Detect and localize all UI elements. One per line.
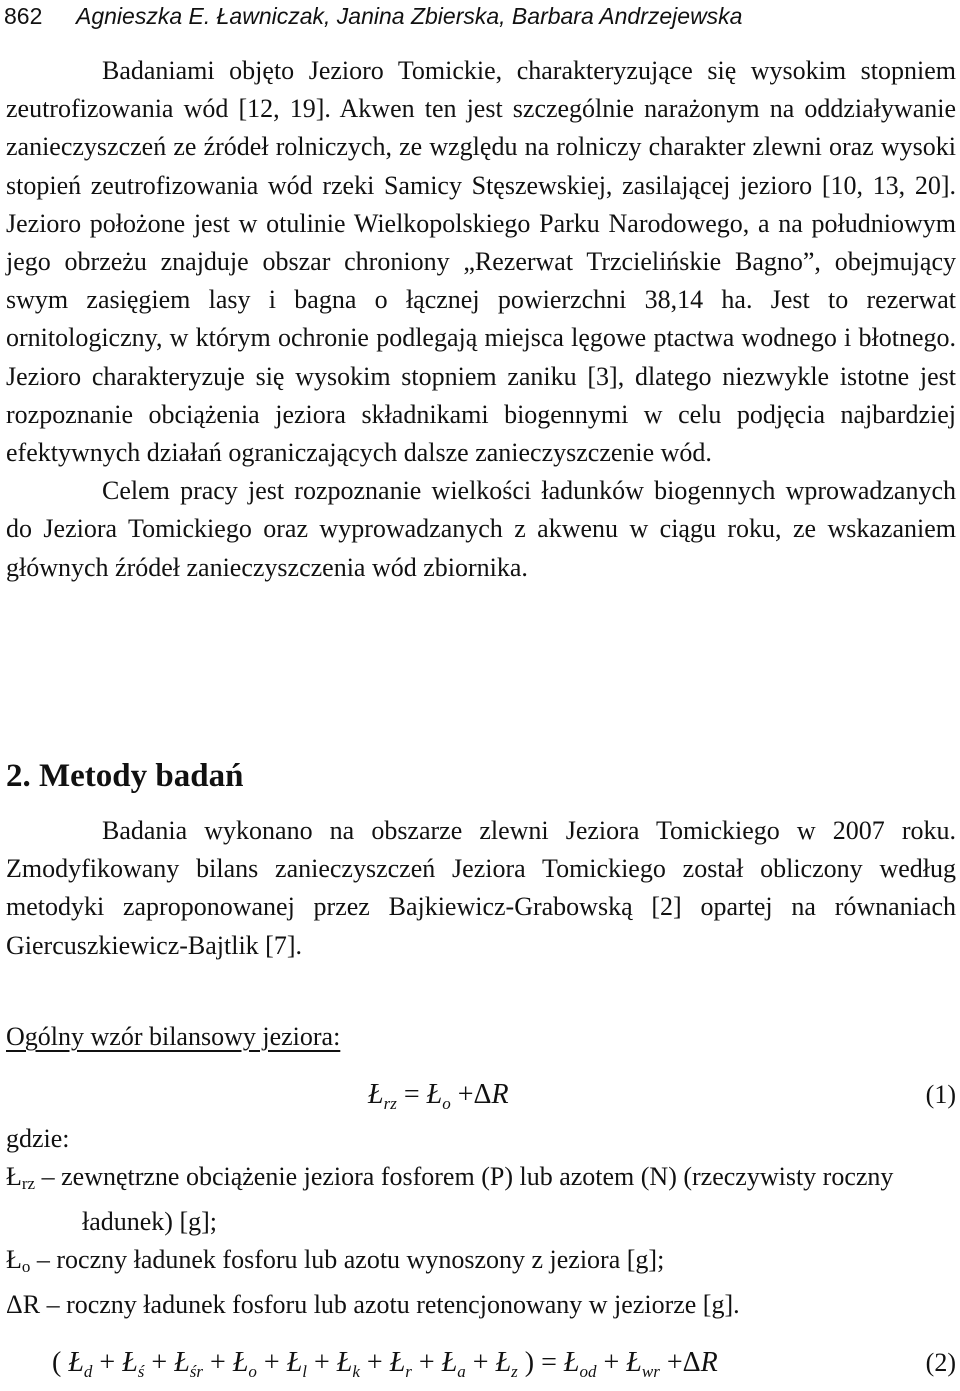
definition-symbol: $Ł_{rz}$ bbox=[6, 1162, 36, 1193]
definition-symbol: $Ł_o$ bbox=[6, 1245, 31, 1276]
page-number: 862 bbox=[4, 3, 43, 29]
eq1-term: $Ł_o$ bbox=[426, 1079, 451, 1113]
running-header-authors: Agnieszka E. Ławniczak, Janina Zbierska, Barbara Andrzejewska bbox=[76, 3, 743, 29]
eq2-term: $Ł_k$ bbox=[336, 1347, 360, 1381]
section-heading: 2. Metody badań bbox=[6, 758, 244, 794]
eq1-plus: + bbox=[457, 1079, 474, 1110]
eq2-term: $Ł_z$ bbox=[495, 1347, 518, 1381]
running-header bbox=[4, 0, 742, 32]
eq2-term: $Ł_o$ bbox=[232, 1347, 257, 1381]
definition-item bbox=[6, 1158, 956, 1241]
definition-text: roczny ładunek fosforu lub azotu retencjonowany w jeziorze [g]. bbox=[66, 1290, 740, 1319]
definition-dash: – bbox=[36, 1245, 50, 1274]
eq2-term: $Ł_l$ bbox=[286, 1347, 307, 1381]
definition-text: roczny ładunek fosforu lub azotu wynoszony z jeziora [g]; bbox=[56, 1245, 665, 1274]
definition-dash: – bbox=[46, 1290, 60, 1319]
eq1-term: $Ł_{rz}$ bbox=[368, 1079, 397, 1113]
equation-2-number: (2) bbox=[925, 1348, 956, 1377]
paragraph-study-area: Badaniami objęto Jezioro Tomickie, charakteryzujące się wysokim stopniem zeutrofizowania wód [12, 19]. Akwen ten jest szczególnie narażonym na oddziaływanie zanieczyszczeń ze źródeł rolniczych, ze względu na rolniczy charakter zlewni oraz wysoki stopień zeutrofizowania wód rzeki Samicy Stęszewskiej, zasilającej jezioro [10, 13, 20]. Jezioro położone jest w otulinie Wielkopolskiego Parku Narodowego, a na południowym jego obrzeżu znajduje obszar chroniony „Rezerwat Trzcielińskie Bagno”, obejmujący swym zasięgiem lasy i bagna o łącznej powierzchni 38,14 ha. Jest to rezerwat ornitologiczny, w którym ochronie podlegają miejsca lęgowe ptactwa wodnego i błotnego. Jezioro charakteryzuje się wysokim stopniem zaniku [3], dlatego niezwykle istotne jest rozpoznanie obciążenia jeziora składnikami biogennymi w celu podjęcia najbardziej efektywnych działań ograniczających dalsze zanieczyszczenie wód. bbox=[6, 56, 956, 468]
eq2-term: $Ł_ś$ bbox=[122, 1347, 145, 1381]
equation-1-number: (1) bbox=[925, 1080, 956, 1109]
eq1-r: R bbox=[491, 1079, 509, 1110]
where-label: gdzie: bbox=[6, 1124, 70, 1153]
eq2-open-paren: ( bbox=[52, 1347, 62, 1378]
equation-2: ( $Ł_d$ + $Ł_ś$ + $Ł_{śr}$ + $Ł_o$ + $Ł_l$ + $Ł_k$ + $Ł_r$ + $Ł_a$ + $Ł_z$ ) = $Ł_{od}$ + $Ł_{wr} +\Delta R$ bbox=[52, 1347, 718, 1381]
definition-item bbox=[6, 1241, 956, 1286]
eq2-term: $Ł_{śr}$ bbox=[174, 1347, 204, 1381]
eq2-term: $Ł_a$ bbox=[441, 1347, 466, 1381]
paragraph-methods: Badania wykonano na obszarze zlewni Jeziora Tomickiego w 2007 roku. Zmodyfikowany bilans zanieczyszczeń Jeziora Tomickiego został obliczony według metodyki zaproponowanej przez Bajkiewicz-Grabowską [2] opartej na równaniach Giercuszkiewicz-Bajtlik [7]. bbox=[6, 816, 956, 960]
definitions-list bbox=[6, 1158, 956, 1324]
paragraph-aim: Celem pracy jest rozpoznanie wielkości ładunków biogennych wprowadzanych do Jeziora Tomickiego oraz wyprowadzanych z akwenu w ciągu roku, ze wskazaniem głównych źródeł zanieczyszczenia wód zbiornika. bbox=[6, 476, 956, 582]
equation-1 bbox=[368, 1076, 509, 1123]
methods-text bbox=[6, 812, 956, 965]
eq2-close-paren: ) bbox=[524, 1347, 535, 1378]
eq2-term: $Ł_{wr}$ bbox=[626, 1347, 660, 1381]
eq1-delta: Δ bbox=[473, 1079, 492, 1110]
eq2-equals: = bbox=[541, 1347, 557, 1378]
eq2-term: $Ł_d$ bbox=[68, 1347, 93, 1381]
eq2-delta: Δ bbox=[682, 1347, 701, 1378]
eq2-term: $Ł_r$ bbox=[389, 1347, 412, 1381]
definition-dash: – bbox=[41, 1162, 55, 1191]
definition-item bbox=[6, 1286, 956, 1324]
intro-text bbox=[6, 52, 956, 587]
eq2-r: R bbox=[700, 1347, 718, 1378]
eq1-equals: = bbox=[403, 1079, 420, 1110]
eq2-term: $Ł_{od}$ bbox=[563, 1347, 597, 1381]
definition-symbol: ΔR bbox=[6, 1290, 41, 1319]
formula-label: Ogólny wzór bilansowy jeziora: bbox=[6, 1022, 341, 1051]
definition-text: zewnętrzne obciążenie jeziora fosforem (P) lub azotem (N) (rzeczywisty roczny ładunek) [g]; bbox=[61, 1162, 894, 1236]
